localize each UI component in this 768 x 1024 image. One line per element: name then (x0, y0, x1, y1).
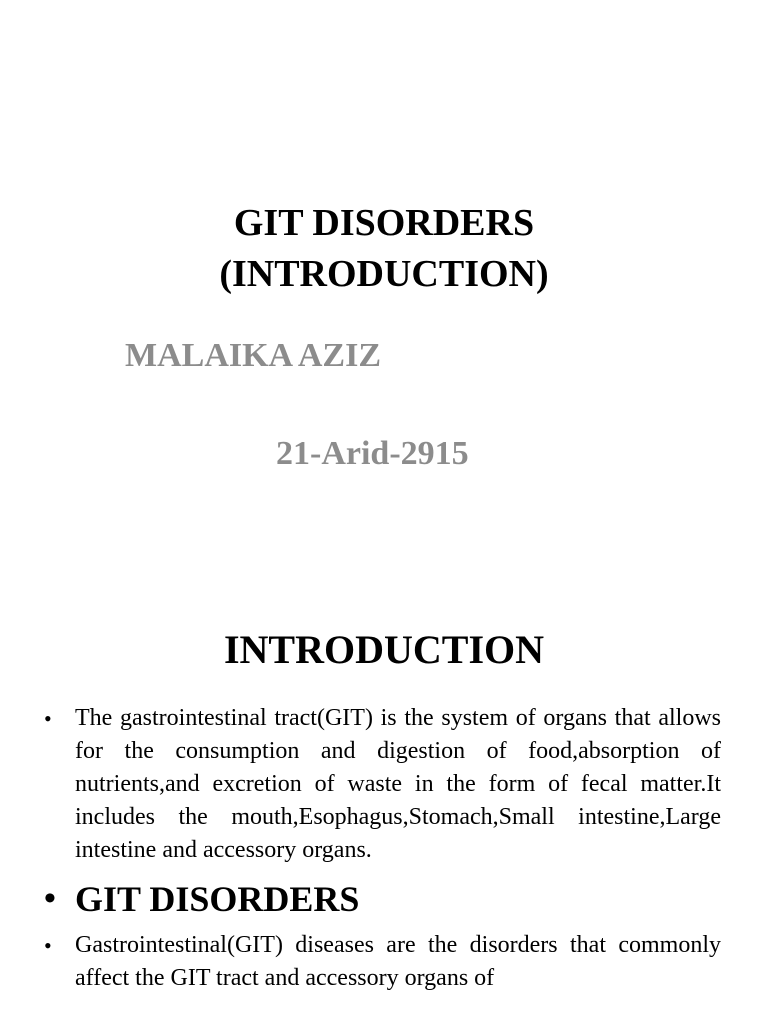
bullet-heading-text: GIT DISORDERS (75, 879, 360, 919)
section-heading: INTRODUCTION (223, 627, 545, 672)
bullet-point-icon: • (44, 933, 52, 958)
bullet-item (40, 929, 721, 995)
slide-title (0, 198, 768, 300)
bullet-item-heading (40, 879, 721, 919)
bullet-text: The gastrointestinal tract(GIT) is the system of organs that allows for the consumption and digestion of food,absorption of nutrients,and excretion of waste in the form of fecal matter.It includes the mouth,Esophagus,Stomach,Small intestine,Large intestine and accessory organs. (75, 705, 721, 863)
title-line-1: GIT DISORDERS (233, 202, 535, 244)
title-line-2: (INTRODUCTION) (219, 253, 549, 295)
bullet-text: Gastrointestinal(GIT) diseases are the disorders that commonly affect the GIT tract and accessory organs of (75, 932, 721, 991)
bullet-point-icon: • (44, 706, 52, 731)
student-id: 21-Arid-2915 (276, 435, 469, 472)
bullet-item (40, 702, 721, 867)
author-name: MALAIKA AZIZ (125, 337, 381, 374)
bullet-list (40, 702, 721, 995)
bullet-point-icon: • (44, 880, 56, 917)
